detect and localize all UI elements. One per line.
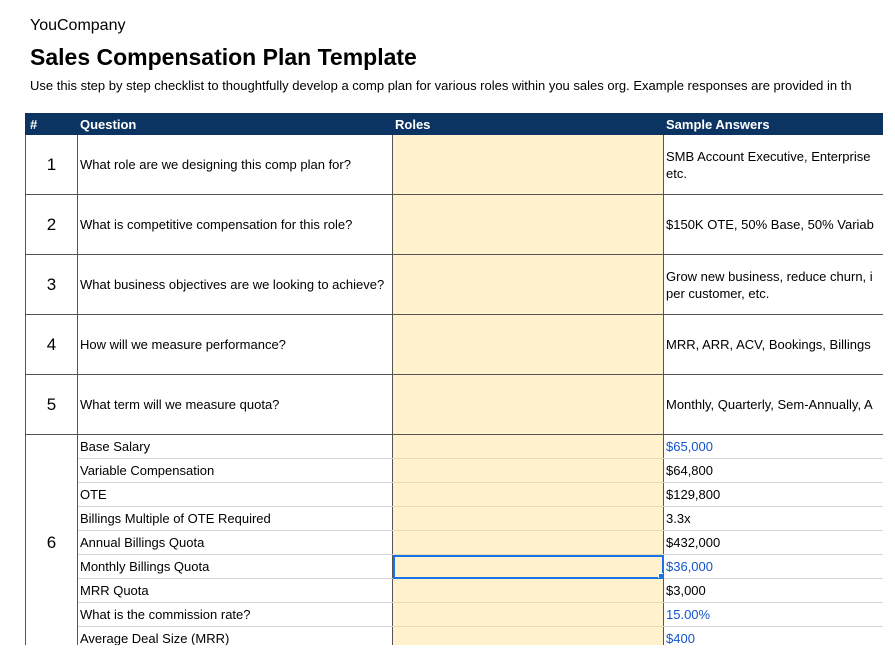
row-number[interactable]: 3 — [26, 255, 78, 315]
row-number[interactable]: 2 — [26, 195, 78, 255]
header-sample-answers[interactable]: Sample Answers — [664, 114, 884, 135]
table-row — [26, 459, 884, 483]
header-question[interactable]: Question — [78, 114, 393, 135]
table-row — [26, 483, 884, 507]
question-cell[interactable]: What term will we measure quota? — [78, 375, 393, 435]
question-cell[interactable]: OTE — [78, 483, 393, 507]
table-row — [26, 603, 884, 627]
sample-answer-cell[interactable]: $129,800 — [664, 483, 884, 507]
comp-plan-table — [25, 113, 883, 645]
question-cell[interactable]: Base Salary — [78, 435, 393, 459]
roles-input-cell[interactable] — [393, 579, 664, 603]
sample-answer-cell[interactable]: $36,000 — [664, 555, 884, 579]
sample-answer-cell[interactable]: $65,000 — [664, 435, 884, 459]
sample-answer-cell[interactable]: $150K OTE, 50% Base, 50% Variab — [664, 195, 884, 255]
page-description: Use this step by step checklist to thoughtfully develop a comp plan for various roles within you sales org. Example responses are provided in th — [30, 78, 852, 93]
question-cell[interactable]: What is the commission rate? — [78, 603, 393, 627]
question-cell[interactable]: Variable Compensation — [78, 459, 393, 483]
header-roles[interactable]: Roles — [393, 114, 664, 135]
roles-input-cell[interactable] — [393, 195, 664, 255]
question-cell[interactable]: What is competitive compensation for this role? — [78, 195, 393, 255]
table-row — [26, 135, 884, 195]
question-cell[interactable]: What role are we designing this comp plan for? — [78, 135, 393, 195]
page-title: Sales Compensation Plan Template — [30, 44, 417, 70]
roles-input-cell[interactable] — [393, 531, 664, 555]
header-row — [26, 114, 884, 135]
table-row — [26, 531, 884, 555]
sample-answer-cell[interactable]: $3,000 — [664, 579, 884, 603]
table-row — [26, 507, 884, 531]
row-number[interactable]: 1 — [26, 135, 78, 195]
question-cell[interactable]: Billings Multiple of OTE Required — [78, 507, 393, 531]
row-number[interactable]: 6 — [26, 435, 78, 646]
roles-input-cell[interactable] — [393, 483, 664, 507]
sample-answer-cell[interactable]: 3.3x — [664, 507, 884, 531]
header-num[interactable]: # — [26, 114, 78, 135]
row-number[interactable]: 5 — [26, 375, 78, 435]
sample-answer-cell[interactable]: $400 — [664, 627, 884, 646]
sample-answer-cell[interactable]: MRR, ARR, ACV, Bookings, Billings — [664, 315, 884, 375]
sample-answer-cell[interactable]: Monthly, Quarterly, Sem-Annually, A — [664, 375, 884, 435]
table-row — [26, 555, 884, 579]
question-cell[interactable]: Average Deal Size (MRR) — [78, 627, 393, 646]
roles-input-cell[interactable] — [393, 459, 664, 483]
table-row — [26, 435, 884, 459]
question-cell[interactable]: MRR Quota — [78, 579, 393, 603]
table-row — [26, 255, 884, 315]
sample-answer-cell[interactable]: 15.00% — [664, 603, 884, 627]
table-row — [26, 579, 884, 603]
roles-input-cell[interactable] — [393, 603, 664, 627]
roles-input-cell[interactable] — [393, 135, 664, 195]
roles-input-cell[interactable] — [393, 375, 664, 435]
roles-input-cell[interactable] — [393, 435, 664, 459]
row-number[interactable]: 4 — [26, 315, 78, 375]
question-cell[interactable]: What business objectives are we looking to achieve? — [78, 255, 393, 315]
question-cell[interactable]: Monthly Billings Quota — [78, 555, 393, 579]
spreadsheet-grid[interactable] — [25, 113, 883, 645]
fill-handle[interactable] — [658, 573, 664, 579]
selected-roles-cell[interactable] — [393, 555, 664, 579]
sample-answer-cell[interactable]: $64,800 — [664, 459, 884, 483]
question-cell[interactable]: Annual Billings Quota — [78, 531, 393, 555]
sample-answer-cell[interactable]: Grow new business, reduce churn, i per customer, etc. — [664, 255, 884, 315]
table-row — [26, 375, 884, 435]
table-row — [26, 315, 884, 375]
question-cell[interactable]: How will we measure performance? — [78, 315, 393, 375]
roles-input-cell[interactable] — [393, 627, 664, 646]
table-row — [26, 195, 884, 255]
sample-answer-cell[interactable]: SMB Account Executive, Enterprise etc. — [664, 135, 884, 195]
sample-answer-cell[interactable]: $432,000 — [664, 531, 884, 555]
roles-input-cell[interactable] — [393, 507, 664, 531]
table-row — [26, 627, 884, 646]
company-name: YouCompany — [30, 17, 126, 34]
roles-input-cell[interactable] — [393, 315, 664, 375]
roles-input-cell[interactable] — [393, 255, 664, 315]
